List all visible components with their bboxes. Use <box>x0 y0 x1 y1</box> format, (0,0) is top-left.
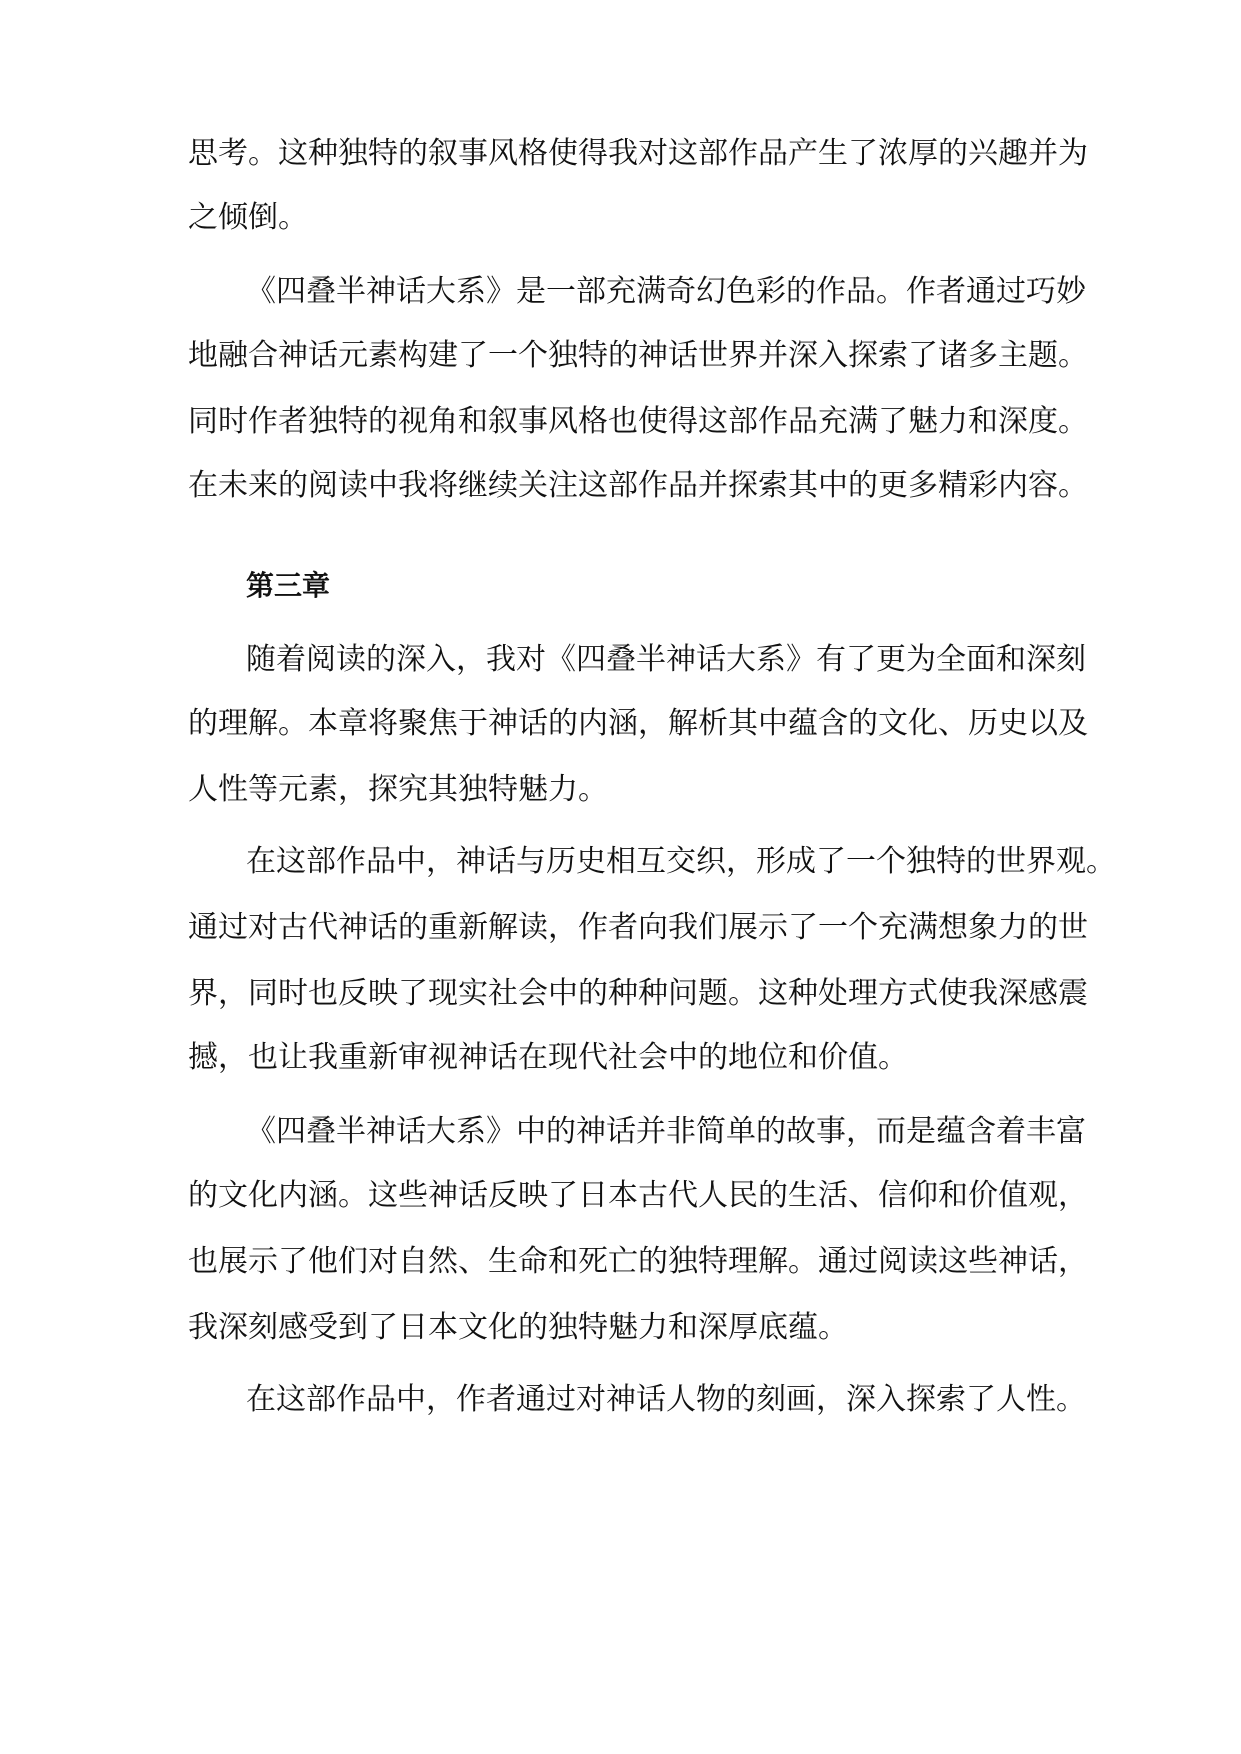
paragraph-3-line-3: 人性等元素，探究其独特魅力。 <box>188 772 608 807</box>
paragraph-3-line-2: 的理解。本章将聚焦于神话的内涵，解析其中蕴含的文化、历史以及 <box>188 706 1088 741</box>
paragraph-4-line-1: 在这部作品中，神话与历史相互交织，形成了一个独特的世界观。 <box>246 844 1116 879</box>
paragraph-1-line-1: 思考。这种独特的叙事风格使得我对这部作品产生了浓厚的兴趣并为 <box>188 136 1088 171</box>
paragraph-4-line-3: 界，同时也反映了现实社会中的种种问题。这种处理方式使我深感震 <box>188 976 1088 1011</box>
paragraph-2-line-4: 在未来的阅读中我将继续关注这部作品并探索其中的更多精彩内容。 <box>188 468 1088 503</box>
paragraph-1-line-2: 之倾倒。 <box>188 200 308 235</box>
chapter-heading: 第三章 <box>246 569 331 602</box>
paragraph-2-line-2: 地融合神话元素构建了一个独特的神话世界并深入探索了诸多主题。 <box>188 338 1088 373</box>
paragraph-5-line-4: 我深刻感受到了日本文化的独特魅力和深厚底蕴。 <box>188 1310 848 1345</box>
paragraph-2-line-3: 同时作者独特的视角和叙事风格也使得这部作品充满了魅力和深度。 <box>188 404 1088 439</box>
paragraph-2-line-1: 《四叠半神话大系》是一部充满奇幻色彩的作品。作者通过巧妙 <box>246 274 1086 309</box>
paragraph-5-line-2: 的文化内涵。这些神话反映了日本古代人民的生活、信仰和价值观， <box>188 1178 1088 1213</box>
paragraph-6-line-1: 在这部作品中，作者通过对神话人物的刻画，深入探索了人性。 <box>246 1382 1086 1417</box>
paragraph-4-line-2: 通过对古代神话的重新解读，作者向我们展示了一个充满想象力的世 <box>188 910 1088 945</box>
paragraph-5-line-3: 也展示了他们对自然、生命和死亡的独特理解。通过阅读这些神话， <box>188 1244 1088 1279</box>
paragraph-5-line-1: 《四叠半神话大系》中的神话并非简单的故事，而是蕴含着丰富 <box>246 1114 1086 1149</box>
paragraph-4-line-4: 撼，也让我重新审视神话在现代社会中的地位和价值。 <box>188 1040 908 1075</box>
paragraph-3-line-1: 随着阅读的深入，我对《四叠半神话大系》有了更为全面和深刻 <box>246 642 1086 677</box>
